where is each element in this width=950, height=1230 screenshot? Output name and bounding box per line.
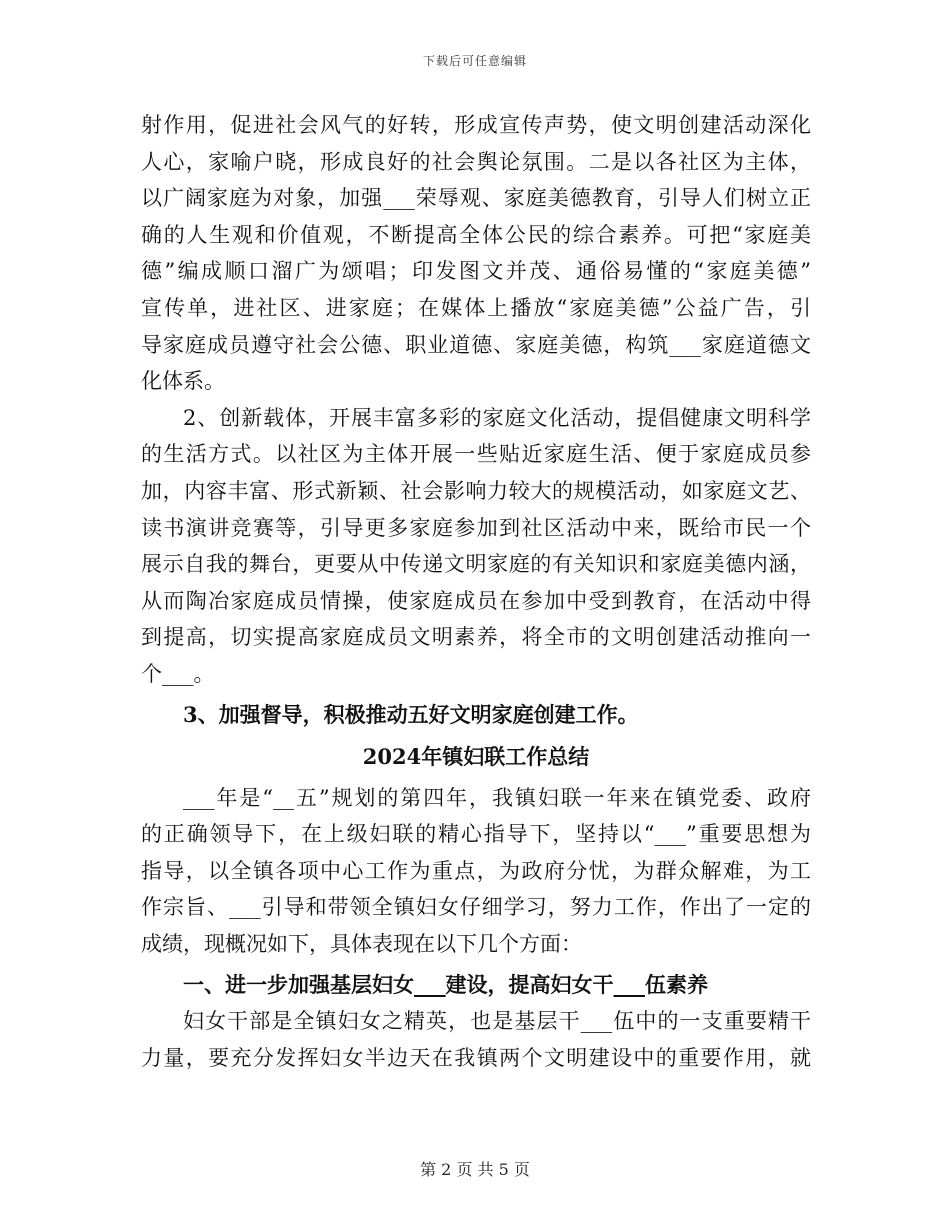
paragraph-line: 化体系。 bbox=[141, 369, 225, 394]
paragraph-line: 展示自我的舞台，更要从中传递文明家庭的有关知识和家庭美德内涵， bbox=[141, 552, 811, 577]
paragraph-line: 宣传单，进社区、进家庭；在媒体上播放“家庭美德”公益广告，引 bbox=[141, 295, 811, 320]
paragraph-line: 加，内容丰富、形式新颖、社会影响力较大的规模活动，如家庭文艺、 bbox=[141, 478, 811, 503]
document-body bbox=[141, 107, 811, 1076]
section-heading: 一、进一步加强基层妇女___建设，提高妇女干___伍素养 bbox=[183, 971, 708, 997]
page-footer: 第 2 页 共 5 页 bbox=[420, 1160, 530, 1179]
paragraph-line: 读书演讲竞赛等，引导更多家庭参加到社区活动中来，既给市民一个 bbox=[141, 515, 811, 540]
paragraph-line: 作宗旨、___引导和带领全镇妇女仔细学习，努力工作，作出了一定的 bbox=[141, 895, 811, 920]
paragraph-line: 德”编成顺口溜广为颂唱；印发图文并茂、通俗易懂的“家庭美德” bbox=[141, 259, 811, 284]
paragraph-line: 妇女干部是全镇妇女之精英，也是基层干___伍中的一支重要精干 bbox=[183, 1009, 811, 1034]
section-heading: 3、加强督导，积极推动五好文明家庭创建工作。 bbox=[183, 701, 639, 727]
paragraph-line: 力量，要充分发挥妇女半边天在我镇两个文明建设中的重要作用，就 bbox=[141, 1045, 811, 1070]
paragraph-line: 人心，家喻户晓，形成良好的社会舆论氛围。二是以各社区为主体， bbox=[141, 149, 811, 174]
paragraph-line: 从而陶冶家庭成员情操，使家庭成员在参加中受到教育，在活动中得 bbox=[141, 588, 811, 613]
paragraph-line: 到提高，切实提高家庭成员文明素养，将全市的文明创建活动推向一 bbox=[141, 625, 811, 650]
document-title: 2024年镇妇联工作总结 bbox=[362, 744, 590, 770]
paragraph-line: 导家庭成员遵守社会公德、职业道德、家庭美德，构筑___家庭道德文 bbox=[141, 332, 811, 357]
page-header-note: 下载后可任意编辑 bbox=[422, 54, 527, 68]
paragraph-line: 射作用，促进社会风气的好转，形成宣传声势，使文明创建活动深化 bbox=[141, 113, 811, 137]
paragraph-line: 的正确领导下，在上级妇联的精心指导下，坚持以“___”重要思想为 bbox=[141, 822, 811, 847]
paragraph-line: 成绩，现概况如下，具体表现在以下几个方面： bbox=[141, 932, 582, 957]
paragraph-line: 确的人生观和价值观，不断提高全体公民的综合素养。可把“家庭美 bbox=[141, 222, 811, 247]
paragraph-line: ___年是“__五”规划的第四年，我镇妇联一年来在镇党委、政府 bbox=[183, 785, 811, 810]
paragraph-line: 指导，以全镇各项中心工作为重点，为政府分忧，为群众解难，为工 bbox=[141, 858, 811, 883]
paragraph-line: 的生活方式。以社区为主体开展一些贴近家庭生活、便于家庭成员参 bbox=[141, 442, 811, 467]
paragraph-line: 以广阔家庭为对象，加强___荣辱观、家庭美德教育，引导人们树立正 bbox=[141, 186, 811, 211]
paragraph-line: 个___。 bbox=[141, 661, 215, 686]
paragraph-line: 2、创新载体，开展丰富多彩的家庭文化活动，提倡健康文明科学 bbox=[183, 405, 811, 430]
